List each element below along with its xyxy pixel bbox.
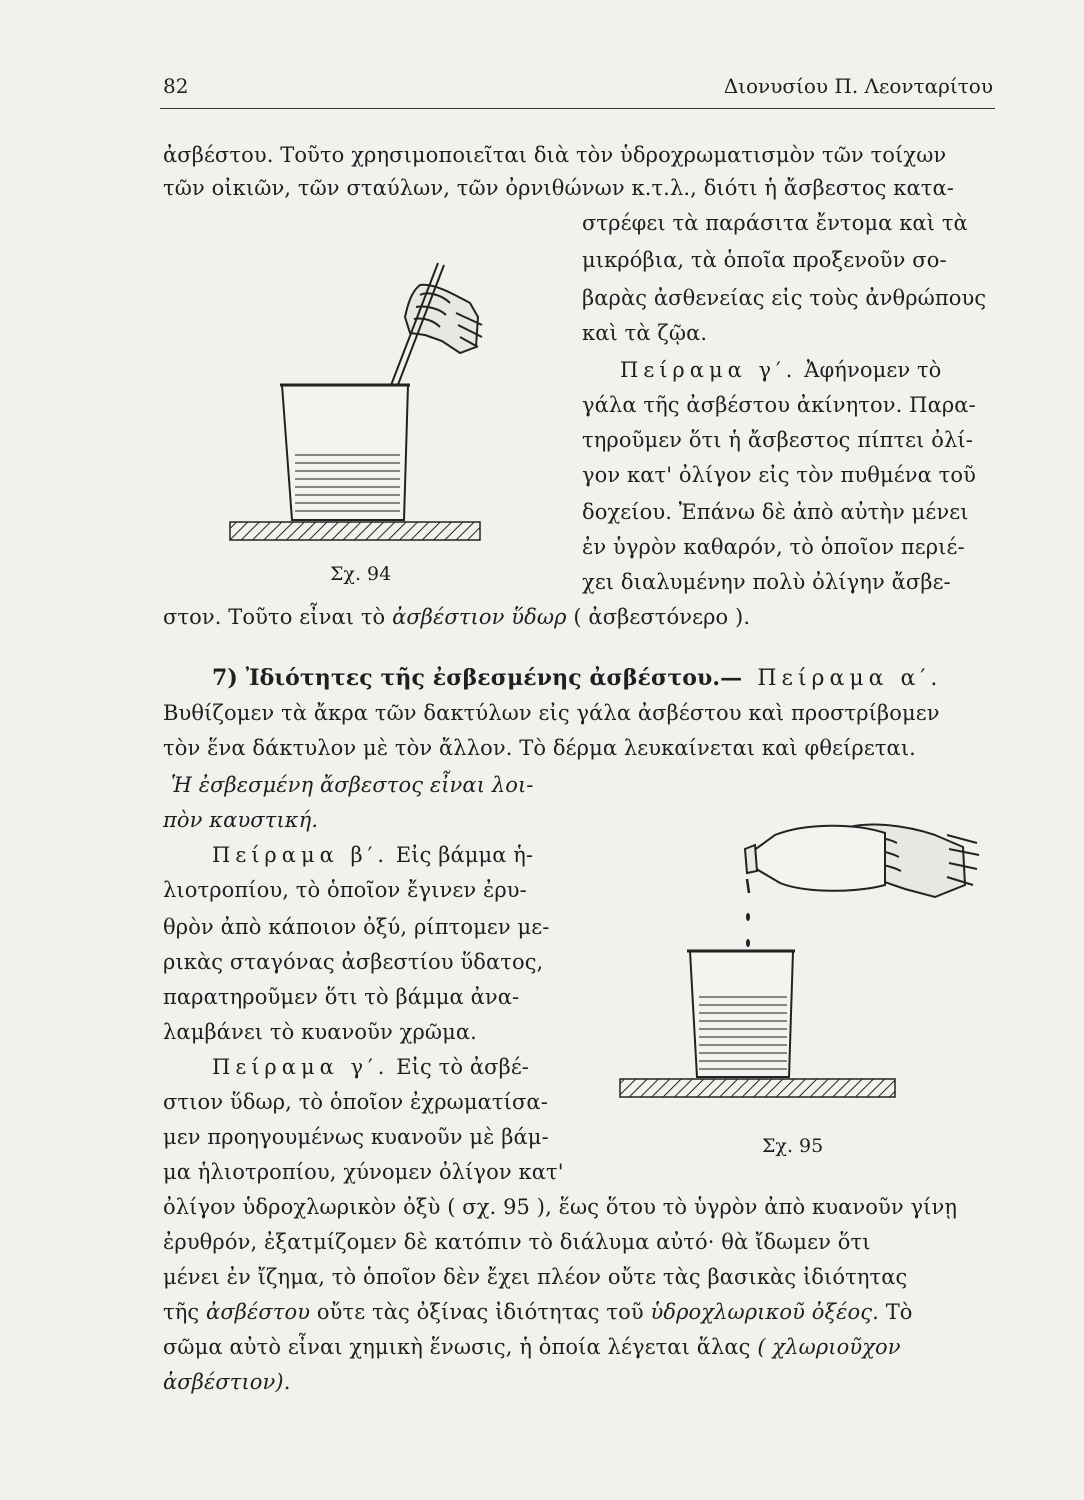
text-line: ρικὰς σταγόνας ἀσβεστίου ὕδατος, bbox=[163, 950, 544, 974]
text-fragment: σῶμα αὐτὸ εἶναι χημικὴ ἕνωσις, ἡ ὁποία λέγεται ἅλας bbox=[163, 1335, 751, 1359]
text-line: τῶν οἰκιῶν, τῶν σταύλων, τῶν ὀρνιθώνων κ.τ.λ., διότι ἡ ἄσβεστος κατα- bbox=[163, 176, 954, 200]
text-line: λιοτροπίου, τὸ ὁποῖον ἔγινεν ἐρυ- bbox=[163, 878, 527, 902]
italic-term: ἀσβέστου bbox=[206, 1300, 311, 1324]
text-line: μένει ἐν ἴζημα, τὸ ὁποῖον δὲν ἔχει πλέον οὔτε τὰς βασικὰς ἰδιότητας bbox=[163, 1265, 908, 1289]
text-line: Βυθίζομεν τὰ ἄκρα τῶν δακτύλων εἰς γάλα ἀσβέστου καὶ προστρίβομεν bbox=[163, 701, 940, 725]
text-line: ἀσβέστιον). bbox=[163, 1370, 291, 1394]
figure-94-beaker-illustration bbox=[220, 255, 485, 550]
text-line: βαρὰς ἀσθενείας εἰς τοὺς ἀνθρώπους bbox=[582, 286, 987, 310]
text-line: ἐν ὑγρὸν καθαρόν, τὸ ὁποῖον περιέ- bbox=[582, 535, 965, 559]
section-title: 7) Ἰδιότητες τῆς ἐσβεσμένης ἀσβέστου.— bbox=[212, 665, 743, 691]
text-fragment: Ἀφήνομεν τὸ bbox=[804, 358, 942, 382]
experiment-label: Πείραμα γ′. bbox=[620, 358, 798, 382]
experiment-label: Πείραμα α′. bbox=[757, 666, 943, 691]
text-line: ὀλίγον ὑδροχλωρικὸν ὀξὺ ( σχ. 95 ), ἕως ὅτου τὸ ὑγρὸν ἀπὸ κυανοῦν γίνῃ bbox=[163, 1195, 958, 1219]
italic-term: ἀσβέστιον ὕδωρ bbox=[392, 605, 567, 629]
text-line: τηροῦμεν ὅτι ἡ ἄσβεστος πίπτει ὀλί- bbox=[582, 428, 973, 452]
section-heading bbox=[212, 663, 942, 694]
text-line: στιον ὕδωρ, τὸ ὁποῖον ἐχρωματίσα- bbox=[163, 1090, 548, 1114]
text-line: τὸν ἕνα δάκτυλον μὲ τὸν ἄλλον. Τὸ δέρμα λευκαίνεται καὶ φθείρεται. bbox=[163, 736, 916, 760]
italic-term: ( χλωριοῦχον bbox=[757, 1335, 901, 1359]
text-fragment: οὔτε τὰς ὀξίνας ἰδιότητας τοῦ bbox=[316, 1300, 644, 1324]
text-fragment: Εἰς βάμμα ἡ- bbox=[395, 843, 534, 867]
text-line: μεν προηγουμένως κυανοῦν μὲ βάμ- bbox=[163, 1125, 549, 1149]
text-fragment: στον. Τοῦτο εἶναι τὸ bbox=[163, 605, 386, 629]
text-line bbox=[212, 840, 533, 870]
text-line bbox=[620, 355, 941, 385]
running-title: Διονυσίου Π. Λεονταρίτου bbox=[723, 74, 993, 98]
text-line: μα ἡλιοτροπίου, χύνομεν ὀλίγον κατ' bbox=[163, 1160, 564, 1184]
text-line: ἀσβέστου. Τοῦτο χρησιμοποιεῖται διὰ τὸν ὑδροχρωματισμὸν τῶν τοίχων bbox=[163, 143, 947, 167]
text-line: λαμβάνει τὸ κυανοῦν χρῶμα. bbox=[163, 1020, 477, 1044]
figure-95-pouring-illustration bbox=[615, 805, 995, 1100]
text-line bbox=[163, 1297, 913, 1327]
text-fragment: Τὸ bbox=[885, 1300, 913, 1324]
italic-term: ὑδροχλωρικοῦ ὀξέος. bbox=[650, 1300, 879, 1324]
figure-94-caption: Σχ. 94 bbox=[330, 563, 392, 585]
experiment-label: Πείραμα γ′. bbox=[212, 1055, 390, 1079]
figure-95-caption: Σχ. 95 bbox=[762, 1135, 824, 1157]
text-line: πὸν καυστική. bbox=[163, 808, 319, 832]
text-line: καὶ τὰ ζῷα. bbox=[582, 321, 708, 345]
header-rule bbox=[160, 108, 995, 109]
text-fragment: Εἰς τὸ ἀσβέ- bbox=[396, 1055, 530, 1079]
text-line: γον κατ' ὀλίγον εἰς τὸν πυθμένα τοῦ bbox=[582, 463, 976, 487]
page-number: 82 bbox=[163, 74, 189, 98]
text-line bbox=[163, 602, 750, 632]
text-fragment: ( ἀσβεστόνερο ). bbox=[573, 605, 751, 629]
text-line: δοχείου. Ἐπάνω δὲ ἀπὸ αὐτὴν μένει bbox=[582, 500, 969, 524]
experiment-label: Πείραμα β′. bbox=[212, 843, 390, 867]
text-line: στρέφει τὰ παράσιτα ἔντομα καὶ τὰ bbox=[582, 211, 968, 235]
text-line bbox=[163, 1332, 901, 1362]
text-line: χει διαλυμένην πολὺ ὀλίγην ἄσβε- bbox=[582, 570, 951, 594]
text-line: μικρόβια, τὰ ὁποῖα προξενοῦν σο- bbox=[582, 248, 947, 272]
text-line bbox=[212, 1052, 529, 1082]
text-fragment: τῆς bbox=[163, 1300, 200, 1324]
text-line: παρατηροῦμεν ὅτι τὸ βάμμα ἀνα- bbox=[163, 985, 520, 1009]
text-line: γάλα τῆς ἀσβέστου ἀκίνητον. Παρα- bbox=[582, 393, 976, 417]
text-line: Ἡ ἐσβεσμένη ἄσβεστος εἶναι λοι- bbox=[171, 773, 534, 797]
text-line: ἐρυθρόν, ἐξατμίζομεν δὲ κατόπιν τὸ διάλυμα αὐτό· θὰ ἴδωμεν ὅτι bbox=[163, 1230, 871, 1254]
text-line: θρὸν ἀπὸ κάποιον ὀξύ, ρίπτομεν με- bbox=[163, 915, 550, 939]
